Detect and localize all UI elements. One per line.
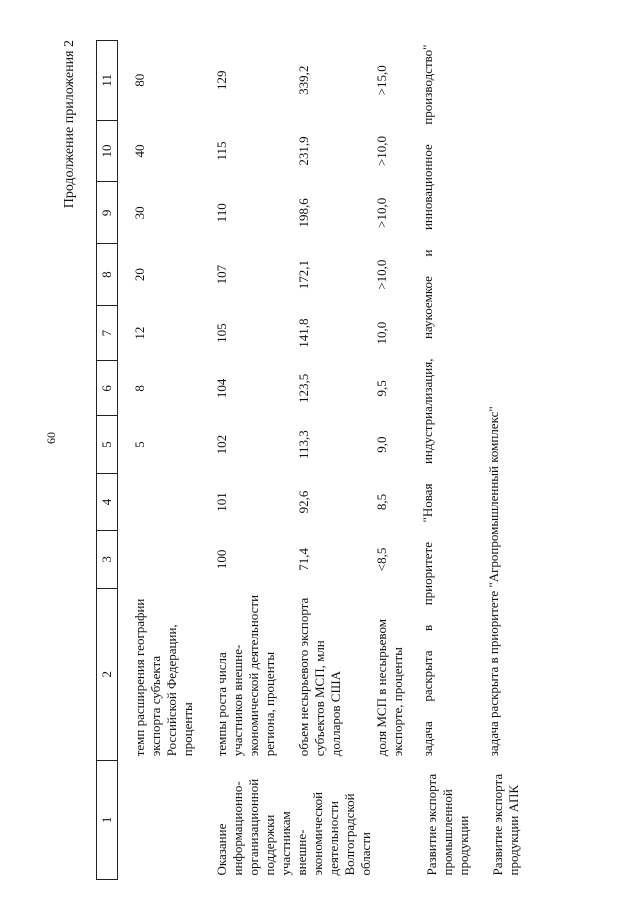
value-cell: 40 [132,144,147,158]
value-cell: 172,1 [296,260,311,290]
value-cell: 30 [132,206,147,220]
value-cell: 12 [132,326,147,340]
header-cell: 6 [97,361,118,416]
row-goal: Развитие экспорта продукции АПК [490,773,521,876]
header-cell: 5 [97,416,118,473]
value-cell: 101 [214,492,229,512]
value-cell: >10,0 [374,259,389,290]
rotated-table-sheet [62,40,636,880]
header-cell: 3 [97,531,118,588]
header-cell: 2 [97,588,118,760]
table-row [410,41,476,880]
value-cell: 8,5 [374,493,389,511]
value-cell: 104 [214,378,229,399]
value-cell [118,473,201,530]
header-cell: 9 [97,182,118,244]
value-cell: 123,5 [296,373,311,403]
value-cell: 141,8 [296,318,311,348]
value-cell: 71,4 [296,548,311,571]
header-cell: 10 [97,120,118,182]
value-cell: 9,5 [374,380,389,397]
table-row [118,41,201,880]
value-cell: 107 [214,264,229,285]
value-cell: >10,0 [374,197,389,228]
header-cell: 1 [97,760,118,879]
table-row [200,41,282,880]
row-goal [118,760,201,879]
value-cell: 102 [214,434,229,455]
value-cell: 80 [132,73,147,87]
value-cell: 92,6 [296,490,311,514]
value-cell [118,531,201,588]
indicator-name: темп расширения географии экспорта субъекта Российской Федерации, проценты [132,598,195,757]
table-row [282,41,348,880]
header-cell: 4 [97,473,118,530]
value-cell: 198,6 [296,198,311,228]
task-note: задача раскрыта в приоритете "Агропромышленный комплекс" [486,406,501,757]
table-row [348,41,410,880]
value-cell: 129 [214,70,229,91]
row-goal: Развитие экспорта промышленной продукции [424,773,471,876]
page-number: 60 [44,432,58,444]
header-row [97,41,118,880]
row-goal: Оказание информационно-организационной поддержки участникам внешне-экономической деятельности Волгоградской области [214,778,373,876]
indicator-name: объем несырьевого экспорта субъектов МСП, млн долларов США [296,597,343,757]
value-cell: 113,3 [296,430,311,459]
value-cell: 8 [132,385,147,392]
value-cell: >10,0 [374,135,389,167]
value-cell: 110 [214,203,229,223]
header-cell: 7 [97,306,118,361]
indicator-name: доля МСП в несырьевом экспорте, проценты [374,619,405,757]
task-note: задача раскрыта в приоритете "Новая индустриализация, наукоемкое и инновационное производство" [420,44,435,757]
value-cell: 5 [132,441,147,448]
header-cell: 8 [97,244,118,306]
value-cell: 9,0 [374,436,389,453]
value-cell: 100 [214,549,229,570]
header-cell: 11 [97,41,118,121]
value-cell: <8,5 [374,547,389,572]
indicator-name: темпы роста числа участников внешне-экономической деятельности региона, проценты [214,594,277,757]
table-row [476,41,526,880]
value-cell: >15,0 [374,65,389,96]
value-cell: 20 [132,268,147,282]
value-cell: 339,2 [296,65,311,95]
value-cell: 115 [214,141,229,161]
value-cell: 231,9 [296,136,311,166]
continuation-label: Продолжение приложения 2 [62,40,77,209]
value-cell: 105 [214,323,229,343]
indicators-table [96,40,526,880]
value-cell: 10,0 [374,321,389,345]
